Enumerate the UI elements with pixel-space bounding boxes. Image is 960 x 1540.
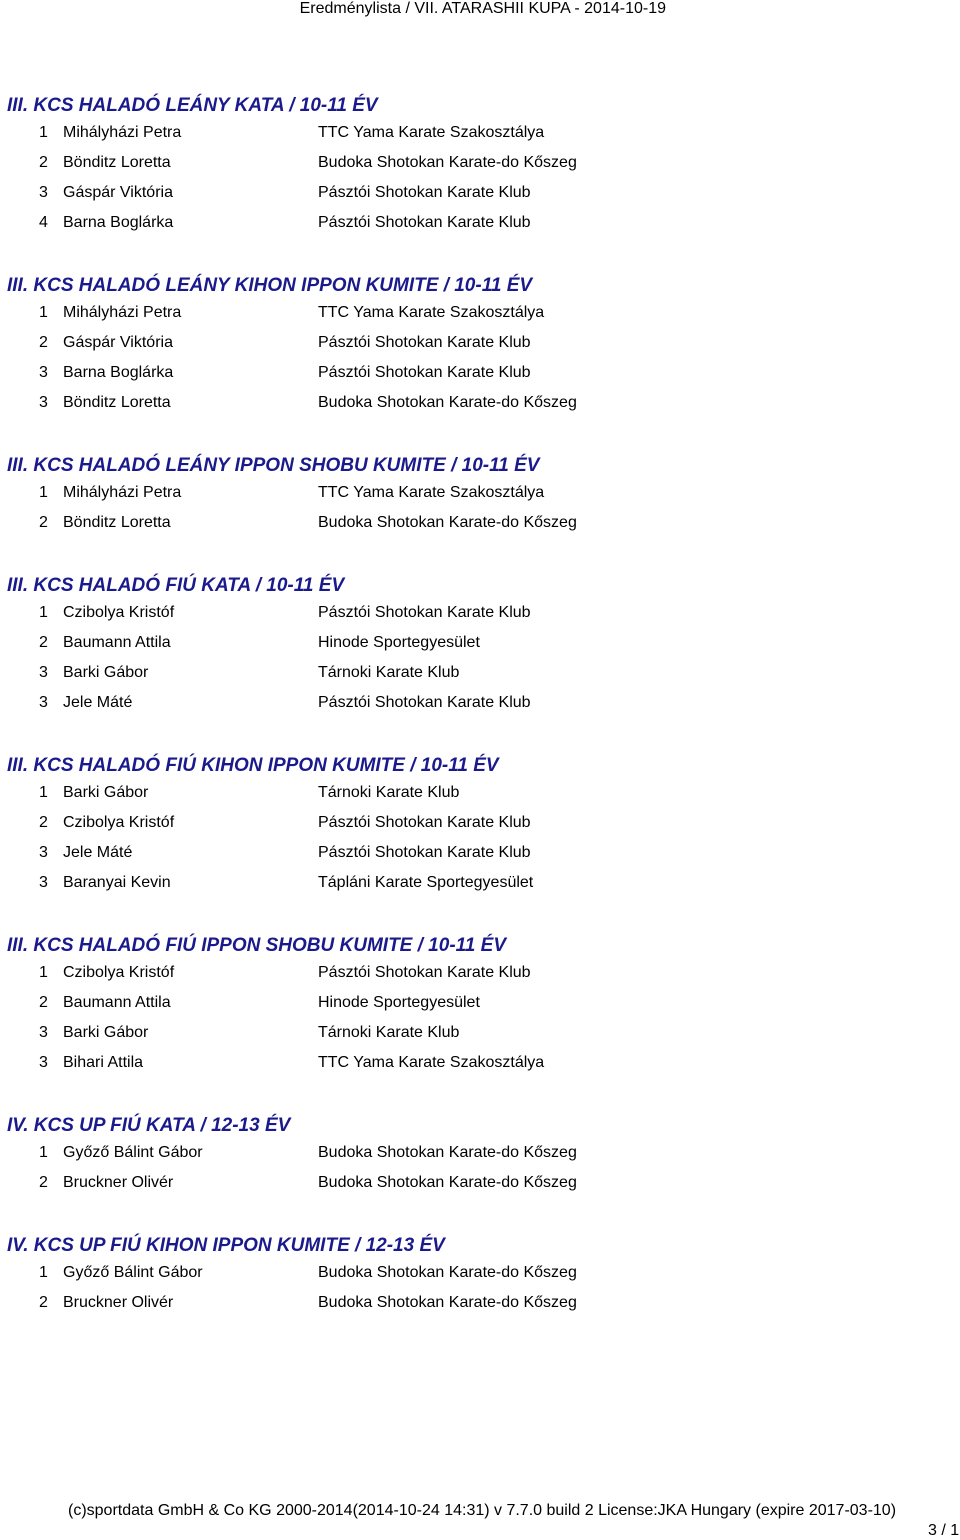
result-row <box>7 1168 947 1198</box>
result-row <box>7 1048 947 1078</box>
club-name: Tápláni Karate Sportegyesület <box>318 874 534 891</box>
result-row <box>7 838 947 868</box>
club-name: TTC Yama Karate Szakosztálya <box>318 484 545 501</box>
result-section <box>7 574 947 718</box>
club-name: Tárnoki Karate Klub <box>318 664 460 681</box>
competitor-name: Jele Máté <box>63 844 133 861</box>
result-place: 3 <box>39 1054 48 1071</box>
result-row <box>7 1138 947 1168</box>
club-name: Pásztói Shotokan Karate Klub <box>318 334 531 351</box>
result-row <box>7 1288 947 1318</box>
result-section <box>7 1234 947 1318</box>
result-place: 2 <box>39 154 48 171</box>
club-name: Budoka Shotokan Karate-do Kőszeg <box>318 394 577 411</box>
result-section <box>7 454 947 538</box>
competitor-name: Barki Gábor <box>63 1024 149 1041</box>
club-name: Budoka Shotokan Karate-do Kőszeg <box>318 154 577 171</box>
page-number: 3 / 1 <box>928 1522 960 1539</box>
competitor-name: Jele Máté <box>63 694 133 711</box>
footer-text: (c)sportdata GmbH & Co KG 2000-2014(2014-10-24 14:31) v 7.7.0 build 2 License:JKA Hungary (expire 2017-03-10) <box>68 1502 897 1519</box>
competitor-name: Bönditz Loretta <box>63 154 171 171</box>
result-place: 3 <box>39 364 48 381</box>
section-title: IV. KCS UP FIÚ KIHON IPPON KUMITE / 12-13 ÉV <box>7 1235 445 1256</box>
result-place: 2 <box>39 814 48 831</box>
competitor-name: Barna Boglárka <box>63 214 174 231</box>
page-header-title: Eredménylista / VII. ATARASHII KUPA - 2014-10-19 <box>299 0 666 17</box>
result-row <box>7 148 947 178</box>
club-name: Hinode Sportegyesület <box>318 994 480 1011</box>
result-row <box>7 688 947 718</box>
competitor-name: Czibolya Kristóf <box>63 964 175 981</box>
result-place: 2 <box>39 514 48 531</box>
result-place: 2 <box>39 334 48 351</box>
competitor-name: Czibolya Kristóf <box>63 814 175 831</box>
competitor-name: Baumann Attila <box>63 994 171 1011</box>
result-place: 2 <box>39 1294 48 1311</box>
competitor-name: Mihályházi Petra <box>63 124 182 141</box>
club-name: Pásztói Shotokan Karate Klub <box>318 364 531 381</box>
competitor-name: Bihari Attila <box>63 1054 144 1071</box>
club-name: Tárnoki Karate Klub <box>318 784 460 801</box>
result-place: 3 <box>39 664 48 681</box>
result-row <box>7 208 947 238</box>
competitor-name: Bönditz Loretta <box>63 514 171 531</box>
result-section <box>7 754 947 898</box>
club-name: Budoka Shotokan Karate-do Kőszeg <box>318 1264 577 1281</box>
result-place: 4 <box>39 214 48 231</box>
result-place: 2 <box>39 994 48 1011</box>
section-title: III. KCS HALADÓ LEÁNY IPPON SHOBU KUMITE / 10-11 ÉV <box>7 455 540 476</box>
club-name: Budoka Shotokan Karate-do Kőszeg <box>318 1174 577 1191</box>
result-place: 3 <box>39 184 48 201</box>
section-title: III. KCS HALADÓ FIÚ KIHON IPPON KUMITE / 10-11 ÉV <box>7 755 499 776</box>
competitor-name: Bruckner Olivér <box>63 1294 174 1311</box>
result-row <box>7 808 947 838</box>
section-title: IV. KCS UP FIÚ KATA / 12-13 ÉV <box>7 1115 291 1136</box>
result-section <box>7 94 947 238</box>
club-name: Pásztói Shotokan Karate Klub <box>318 604 531 621</box>
club-name: Budoka Shotokan Karate-do Kőszeg <box>318 1294 577 1311</box>
result-row <box>7 478 947 508</box>
result-row <box>7 598 947 628</box>
club-name: Pásztói Shotokan Karate Klub <box>318 214 531 231</box>
competitor-name: Mihályházi Petra <box>63 304 182 321</box>
result-section <box>7 934 947 1078</box>
competitor-name: Barki Gábor <box>63 664 149 681</box>
result-place: 1 <box>39 1264 48 1281</box>
competitor-name: Gáspár Viktória <box>63 334 173 351</box>
result-row <box>7 1258 947 1288</box>
result-row <box>7 988 947 1018</box>
section-title: III. KCS HALADÓ FIÚ IPPON SHOBU KUMITE / 10-11 ÉV <box>7 935 506 956</box>
competitor-name: Győző Bálint Gábor <box>63 1144 203 1161</box>
result-place: 1 <box>39 484 48 501</box>
competitor-name: Barna Boglárka <box>63 364 174 381</box>
result-place: 2 <box>39 1174 48 1191</box>
result-row <box>7 358 947 388</box>
result-section <box>7 274 947 418</box>
result-row <box>7 958 947 988</box>
section-title: III. KCS HALADÓ LEÁNY KATA / 10-11 ÉV <box>7 95 378 116</box>
result-row <box>7 778 947 808</box>
result-section <box>7 1114 947 1198</box>
competitor-name: Gáspár Viktória <box>63 184 173 201</box>
result-place: 2 <box>39 634 48 651</box>
club-name: Pásztói Shotokan Karate Klub <box>318 844 531 861</box>
result-place: 3 <box>39 394 48 411</box>
club-name: TTC Yama Karate Szakosztálya <box>318 1054 545 1071</box>
competitor-name: Bönditz Loretta <box>63 394 171 411</box>
result-row <box>7 1018 947 1048</box>
competitor-name: Baranyai Kevin <box>63 874 171 891</box>
result-place: 3 <box>39 694 48 711</box>
club-name: Tárnoki Karate Klub <box>318 1024 460 1041</box>
result-row <box>7 388 947 418</box>
result-row <box>7 868 947 898</box>
competitor-name: Baumann Attila <box>63 634 171 651</box>
result-place: 3 <box>39 844 48 861</box>
result-place: 1 <box>39 304 48 321</box>
result-row <box>7 298 947 328</box>
club-name: Pásztói Shotokan Karate Klub <box>318 184 531 201</box>
competitor-name: Czibolya Kristóf <box>63 604 175 621</box>
result-place: 1 <box>39 604 48 621</box>
club-name: TTC Yama Karate Szakosztálya <box>318 304 545 321</box>
result-place: 1 <box>39 784 48 801</box>
result-place: 3 <box>39 874 48 891</box>
result-row <box>7 178 947 208</box>
result-row <box>7 628 947 658</box>
section-title: III. KCS HALADÓ LEÁNY KIHON IPPON KUMITE / 10-11 ÉV <box>7 275 533 296</box>
result-row <box>7 508 947 538</box>
result-place: 1 <box>39 964 48 981</box>
club-name: Pásztói Shotokan Karate Klub <box>318 964 531 981</box>
section-title: III. KCS HALADÓ FIÚ KATA / 10-11 ÉV <box>7 575 345 596</box>
club-name: Budoka Shotokan Karate-do Kőszeg <box>318 1144 577 1161</box>
result-place: 1 <box>39 1144 48 1161</box>
competitor-name: Mihályházi Petra <box>63 484 182 501</box>
club-name: TTC Yama Karate Szakosztálya <box>318 124 545 141</box>
competitor-name: Győző Bálint Gábor <box>63 1264 203 1281</box>
competitor-name: Bruckner Olivér <box>63 1174 174 1191</box>
club-name: Budoka Shotokan Karate-do Kőszeg <box>318 514 577 531</box>
competitor-name: Barki Gábor <box>63 784 149 801</box>
result-place: 1 <box>39 124 48 141</box>
result-row <box>7 328 947 358</box>
result-place: 3 <box>39 1024 48 1041</box>
club-name: Hinode Sportegyesület <box>318 634 480 651</box>
club-name: Pásztói Shotokan Karate Klub <box>318 694 531 711</box>
result-row <box>7 118 947 148</box>
result-row <box>7 658 947 688</box>
club-name: Pásztói Shotokan Karate Klub <box>318 814 531 831</box>
